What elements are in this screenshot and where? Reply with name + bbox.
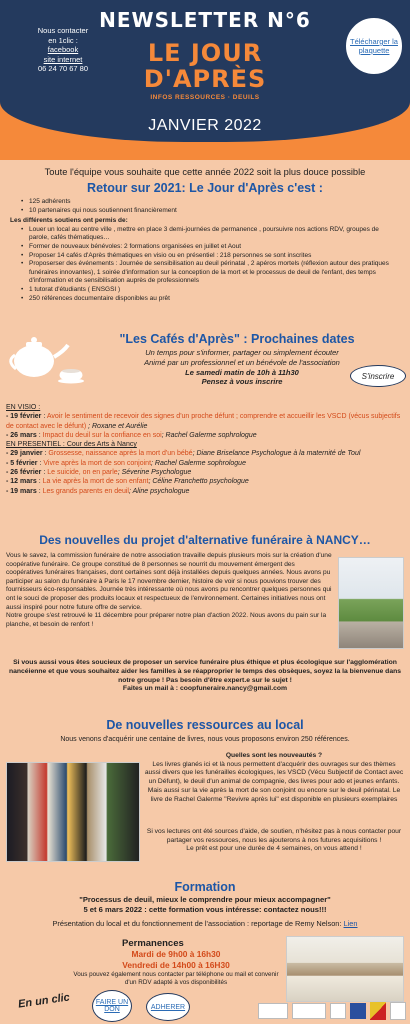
logo-subtitle: INFOS RESSOURCES · DEUILS xyxy=(150,94,260,101)
contact-block xyxy=(22,26,104,74)
phone-number: 06 24 70 67 80 xyxy=(37,64,89,73)
retour-stats xyxy=(10,198,400,215)
partner-logo xyxy=(258,1003,288,1019)
presentation-line: Présentation du local et du fonctionnement de l'association : reportage de Remy Nelson: Lien xyxy=(52,919,358,928)
download-brochure-button[interactable]: Télécharger la plaquette xyxy=(344,16,404,76)
donate-button[interactable]: FAIRE UN DON xyxy=(92,990,132,1022)
retour-title: Retour sur 2021: Le Jour d'Après c'est : xyxy=(87,181,323,195)
ressources-text-3: Le prêt est pour une durée de 4 semaines, on vous attend ! xyxy=(186,845,362,853)
logo-line-2: D'APRÈS xyxy=(143,65,267,93)
retour-section xyxy=(0,166,410,303)
list-item: • Former de nouveaux bénévoles: 2 formations organisées en juillet et Aout xyxy=(20,243,400,252)
permanences-section xyxy=(70,938,282,987)
cafes-header xyxy=(0,332,410,387)
cafes-dates xyxy=(0,403,410,496)
projet-text-block xyxy=(0,552,336,629)
projet-appeal: Si vous aussi vous êtes soucieux de proposer un service funéraire plus éthique et plus écologique sur l'agglomération nancéienne et que vous souhaitez aider les familles à se réapproprier le temps des obsèques, soyez la la bienvenue dans notre groupe ! Pas besoin d'être expert.e sur le sujet ! xyxy=(8,659,402,684)
list-item: - 29 janvier : Grossesse, naissance après la mort d'un bébé; Diane Briselance Psychologue à la maternité de Toul xyxy=(6,450,361,458)
list-item: • Louer un local au centre ville , mettre en place 3 demi-journées de permanence , poursuivre nos actions RDV, groupes de parole, cafés thématiques… xyxy=(20,226,400,243)
list-item: • Proposer 14 cafés d'Après thématiques en visio ou en présentiel : 218 personnes se sont inscrites xyxy=(20,252,400,261)
permanences-title: Permanences xyxy=(122,938,184,949)
soutiens-title: Les différents soutiens ont permis de: xyxy=(10,217,128,225)
projet-text-2: Notre groupe s'est retrouvé le 11 décembre pour préparer notre plan d'action 2022. Nous avons du pain sur la planche, et besoin de renfort ! xyxy=(6,612,327,628)
list-item: - 26 février : Le suicide, on en parle; Séverine Psychologue xyxy=(6,469,192,477)
projet-title: Des nouvelles du projet d'alternative funéraire à NANCY… xyxy=(39,533,371,547)
partner-logo xyxy=(390,1002,406,1020)
list-item: • 1 tutorat d'étudiants ( ENSGSI ) xyxy=(20,286,400,295)
list-item: • 125 adhérents xyxy=(20,198,400,207)
soutiens-list xyxy=(10,226,400,303)
permanence-friday: Vendredi de 14h00 à 16H30 xyxy=(122,960,230,970)
permanence-contact-note: Vous pouvez également nous contacter par téléphone ou mail et convenir d'un RDV adapté à vos disponibilités xyxy=(73,971,279,987)
contact-label: Nous contacter xyxy=(37,26,89,35)
garden-photo xyxy=(338,557,404,649)
list-item: - 19 février : Avoir le sentiment de recevoir des signes d'un proche défunt ; comprendre et accueillir les VSCD (vécus subjectifs de contact avec le défunt) ; Roxane et Aurélie xyxy=(6,413,401,430)
cafes-intro-1: Un temps pour s'informer, partager ou simplement écouter xyxy=(145,348,339,357)
ressources-text-block xyxy=(140,752,410,804)
formation-line-1: "Processus de deuil, mieux le comprendre pour mieux accompagner" xyxy=(79,895,331,904)
issue-date: JANVIER 2022 xyxy=(148,117,262,134)
list-item: - 19 mars : Les grands parents en deuil; Aline psychologue xyxy=(6,487,190,495)
join-button[interactable]: ADHERER xyxy=(146,993,190,1021)
logo-line-1: LE JOUR xyxy=(147,39,263,67)
list-item: • 250 références documentaire disponibles au prêt xyxy=(20,295,400,304)
logo xyxy=(120,40,290,101)
cafes-title: "Les Cafés d'Après" : Prochaines dates xyxy=(119,332,355,346)
one-click-label: En un clic xyxy=(17,991,71,1011)
ressources-section xyxy=(0,718,410,744)
formation-line-2: 5 et 6 mars 2022 : cette formation vous intéresse: contactez nous!!! xyxy=(83,905,327,914)
projet-text: Vous le savez, la commission funéraire de notre association travaille depuis plusieurs mois sur la création d'une coopérative funéraire. Ce groupe constitué de 8 personnes se nourrit du mouvement émergent des coopératives funéraires françaises, dont certaines sont déjà installées depuis quelques années. Nous avons pu participer au salon du funéraire à Paris le 17 novembre dernier, histoire de voir si nous pouvions trouver des fournisseurs éco-responsables. Journée très intéressante où nous avons pu rencontrer quelques personnes qui ont le souci de proposer des produits locaux et respectueux de l'environnement. Certaines initiatives nous ont aussi inspiré pour notre future offre de service. xyxy=(6,552,332,611)
partner-logo xyxy=(350,1003,366,1019)
website-link[interactable]: site internet xyxy=(43,54,83,64)
list-item: • 10 partenaires qui nous soutiennent financièrement xyxy=(20,207,400,216)
books-photo xyxy=(6,762,140,862)
new-year-wishes: Toute l'équipe vous souhaite que cette année 2022 soit la plus douce possible xyxy=(44,167,366,177)
partner-logo xyxy=(330,1003,346,1019)
partner-logos xyxy=(258,1000,408,1022)
local-photo xyxy=(286,936,404,1002)
ressources-intro: Nous venons d'acquérir une centaine de livres, nous vous proposons environ 250 références. xyxy=(60,736,350,743)
list-item: • Proposerser des événements : Journée de sensibilisation au deuil périnatal , 2 apéros mortels (réflexion autour des pratiques funéraires innovantes), 1 soirée d'information sur la conception de la mort et le processus de deuil de l'enfant, des temps d'information et de sensibilisation auprès de professionnels xyxy=(20,260,400,286)
list-item: - 5 février : Vivre après la mort de son conjoint; Rachel Galerme sophrologue xyxy=(6,459,246,467)
contact-label-2: en 1clic : xyxy=(48,35,78,45)
ressources-question: Quelles sont les nouveautés ? xyxy=(225,752,323,759)
partner-logo xyxy=(370,1002,386,1020)
cafes-reminder: Pensez à vous inscrire xyxy=(201,377,283,387)
partner-logo xyxy=(292,1003,326,1019)
projet-mail[interactable]: Faites un mail à : coopfuneraire.nancy@gmail.com xyxy=(122,685,288,693)
formation-section xyxy=(0,880,410,929)
permanence-tuesday: Mardi de 9h00 à 16h30 xyxy=(131,949,221,959)
ressources-text-1: Les livres glanés ici et là nous permettent d'acquérir des ouvrages sur des thèmes aussi divers que les funérailles écologiques, les VSCD (Vécu Subjectif de Contact avec un Défunt), le deuil d'un animal de compagnie, des livres pour ado et jeunes enfants. Mais aussi sur la vie après la mort de son conjoint ou encore sur le deuil périnatal. Le livre de Rachel Galerme "Revivre après lui" est disponible en plusieurs exemplaires xyxy=(144,760,404,803)
presentiel-label: EN PRESENTIEL : Cour des Arts à Nancy xyxy=(6,441,137,449)
register-button[interactable]: S'inscrire xyxy=(350,365,406,387)
visio-label: EN VISIO : xyxy=(6,404,41,411)
ressources-text-2: Si vos lectures ont été sources d'aide, de soutien, n'hésitez pas à nous contacter pour partager vos ressources, nous les ajouterons à nos futures acquisitions ! xyxy=(146,828,402,844)
projet-appeal-block xyxy=(0,659,410,694)
ressources-text-block-2 xyxy=(140,828,410,854)
newsletter-title: NEWSLETTER N°6 xyxy=(99,8,311,32)
reportage-link[interactable]: Lien xyxy=(343,919,358,928)
formation-title: Formation xyxy=(174,880,236,894)
cafes-intro-2: Animé par un professionnel et un bénévole de l'association xyxy=(144,357,340,367)
header-band xyxy=(0,0,410,160)
list-item: - 12 mars : La vie après la mort de son enfant; Céline Franchetto psychologue xyxy=(6,478,249,486)
projet-section xyxy=(0,533,410,547)
cafes-schedule: Le samedi matin de 10h à 11h30 xyxy=(185,367,299,377)
facebook-link[interactable]: facebook xyxy=(47,45,79,54)
ressources-title: De nouvelles ressources au local xyxy=(106,718,304,732)
list-item: - 26 mars : Impact du deuil sur la confiance en soi; Rachel Galerme sophrologue xyxy=(6,431,257,439)
